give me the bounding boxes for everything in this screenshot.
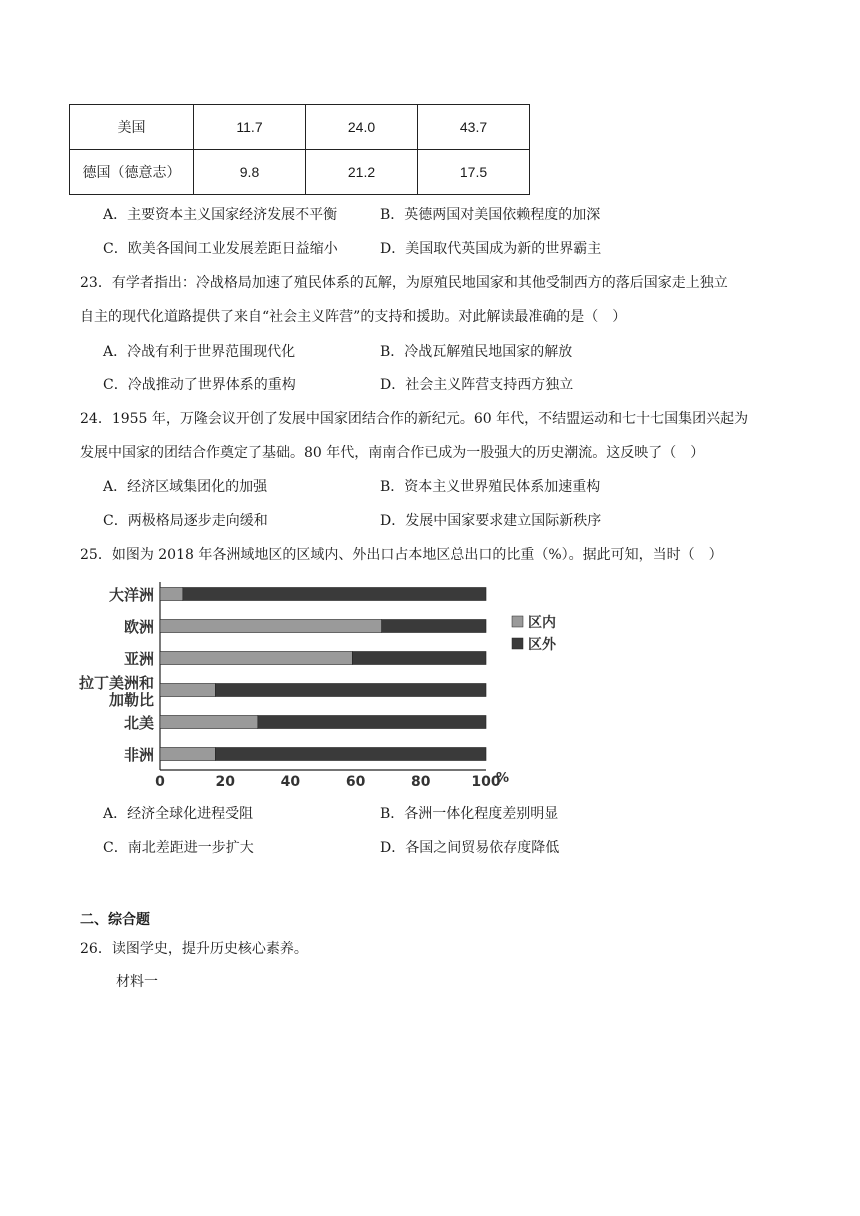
table-cell: 21.2 xyxy=(306,150,418,195)
bar-inner-0 xyxy=(160,588,183,601)
data-table xyxy=(69,104,530,195)
bar-inner-4 xyxy=(160,716,258,729)
bar-inner-3 xyxy=(160,684,215,697)
x-unit-label: % xyxy=(496,771,510,786)
table-row xyxy=(70,150,530,195)
legend-label: 区内 xyxy=(528,615,556,631)
q24-option-b[interactable]: B．资本主义世界殖民体系加速重构 xyxy=(380,479,601,495)
material-label: 材料一 xyxy=(116,974,158,990)
q25-option-a[interactable]: A．经济全球化进程受阻 xyxy=(103,806,254,822)
category-label: 大洋洲 xyxy=(108,586,154,604)
q24-stem-line1: 24．1955 年，万隆会议开创了发展中国家团结合作的新纪元。60 年代，不结盟运动和七十七国集团兴起为 xyxy=(80,411,749,427)
x-tick-label: 40 xyxy=(280,774,301,790)
q25-option-d[interactable]: D．各国之间贸易依存度降低 xyxy=(380,840,560,856)
bar-outer-2 xyxy=(352,652,486,665)
x-tick-label: 0 xyxy=(155,774,165,790)
category-label: 拉丁美洲和 xyxy=(78,674,154,692)
table-cell: 9.8 xyxy=(194,150,306,195)
q24-option-c[interactable]: C．两极格局逐步走向缓和 xyxy=(103,513,268,529)
q24-option-a[interactable]: A．经济区域集团化的加强 xyxy=(103,479,268,495)
table-row xyxy=(70,105,530,150)
category-label: 加勒比 xyxy=(108,691,154,709)
bar-outer-3 xyxy=(215,684,486,697)
q23-option-a[interactable]: A．冷战有利于世界范围现代化 xyxy=(103,344,296,360)
q23-option-d[interactable]: D．社会主义阵营支持西方独立 xyxy=(380,377,574,393)
q26-stem: 26．读图学史，提升历史核心素养。 xyxy=(80,941,308,957)
table-cell: 43.7 xyxy=(418,105,530,150)
category-label: 非洲 xyxy=(123,746,154,764)
table-cell: 17.5 xyxy=(418,150,530,195)
q25-stem: 25．如图为 2018 年各洲域地区的区域内、外出口占本地区总出口的比重（%）。据此可知，当时（ ） xyxy=(80,547,723,563)
q22-option-a[interactable]: A．主要资本主义国家经济发展不平衡 xyxy=(103,207,338,223)
category-label: 亚洲 xyxy=(123,650,154,668)
q22-option-b[interactable]: B．英德两国对美国依赖程度的加深 xyxy=(380,207,601,223)
category-label: 北美 xyxy=(123,714,154,732)
section-heading: 二、综合题 xyxy=(80,912,150,928)
q23-option-b[interactable]: B．冷战瓦解殖民地国家的解放 xyxy=(380,344,573,360)
bar-inner-1 xyxy=(160,620,382,633)
q24-stem-line2: 发展中国家的团结合作奠定了基础。80 年代，南南合作已成为一股强大的历史潮流。这反映了（ ） xyxy=(80,445,705,461)
bar-inner-2 xyxy=(160,652,352,665)
x-tick-label: 80 xyxy=(411,774,431,790)
bar-outer-1 xyxy=(382,620,486,633)
q23-stem-line1: 23．有学者指出：冷战格局加速了殖民体系的瓦解，为原殖民地国家和其他受制西方的落后国家走上独立 xyxy=(80,275,728,291)
q25-option-b[interactable]: B．各洲一体化程度差别明显 xyxy=(380,806,559,822)
q22-option-c[interactable]: C．欧美各国间工业发展差距日益缩小 xyxy=(103,241,338,257)
q22-option-d[interactable]: D．美国取代英国成为新的世界霸主 xyxy=(380,241,602,257)
q25-option-c[interactable]: C．南北差距进一步扩大 xyxy=(103,840,254,856)
table-cell: 德国（德意志） xyxy=(70,150,194,195)
q23-stem-line2: 自主的现代化道路提供了来自“社会主义阵营”的支持和援助。对此解读最准确的是（ ） xyxy=(80,309,627,325)
table-cell: 24.0 xyxy=(306,105,418,150)
x-tick-label: 60 xyxy=(345,774,366,790)
table-cell: 11.7 xyxy=(194,105,306,150)
legend-swatch xyxy=(512,638,523,649)
export-share-chart xyxy=(74,576,594,790)
bar-outer-0 xyxy=(183,588,486,601)
table-cell: 美国 xyxy=(70,105,194,150)
bar-outer-5 xyxy=(215,748,486,761)
q24-option-d[interactable]: D．发展中国家要求建立国际新秩序 xyxy=(380,513,602,529)
legend-label: 区外 xyxy=(528,637,556,653)
legend-swatch xyxy=(512,616,523,627)
x-tick-label: 100 xyxy=(471,774,501,790)
bar-inner-5 xyxy=(160,748,215,761)
category-label: 欧洲 xyxy=(123,618,154,636)
q23-option-c[interactable]: C．冷战推动了世界体系的重构 xyxy=(103,377,296,393)
bar-outer-4 xyxy=(258,716,486,729)
x-tick-label: 20 xyxy=(215,774,235,790)
